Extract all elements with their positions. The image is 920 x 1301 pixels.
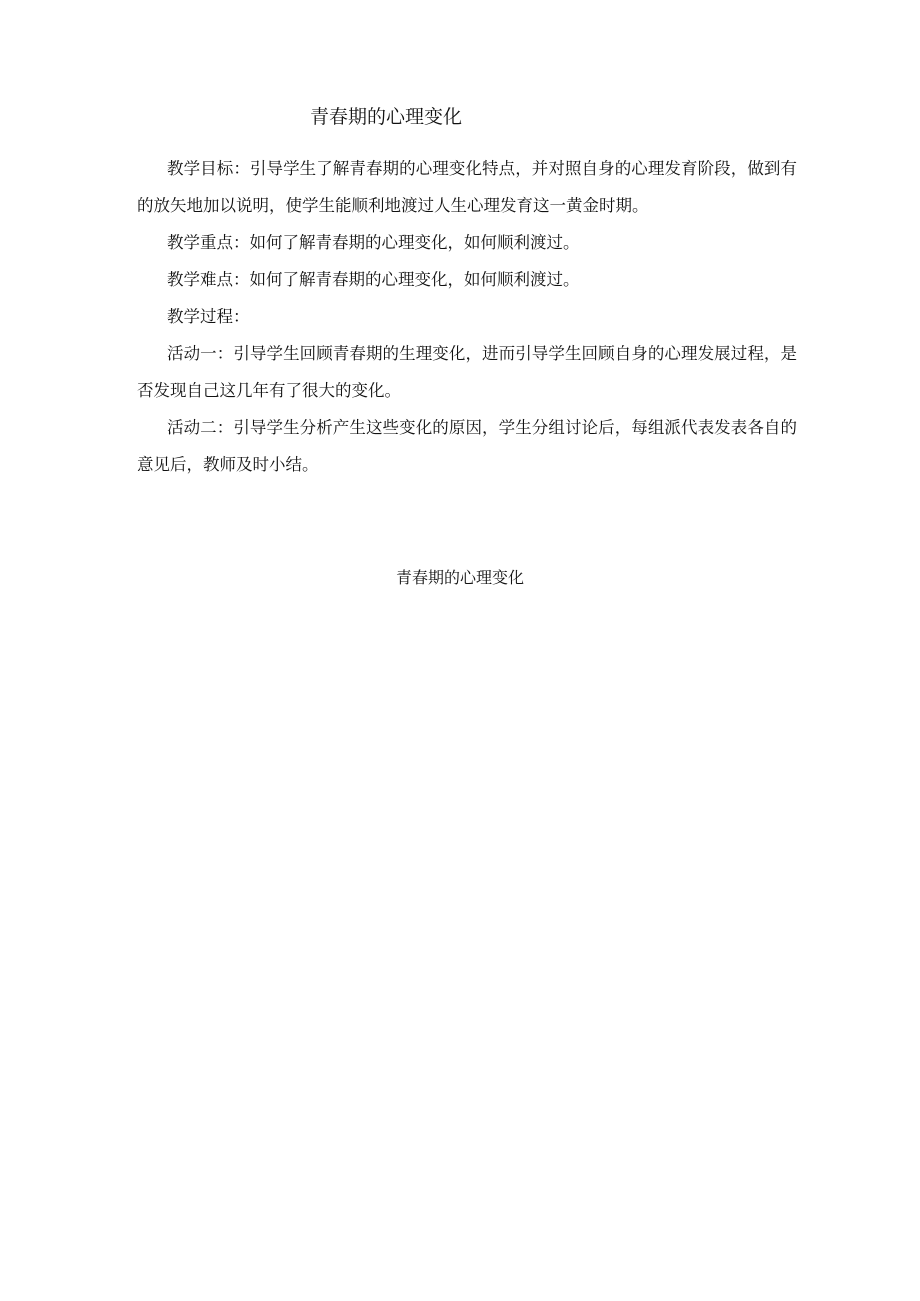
document-title: 青春期的心理变化 (310, 106, 463, 128)
paragraph-teaching-objective: 教学目标：引导学生了解青春期的心理变化特点，并对照自身的心理发育阶段，做到有的放矢地加以说明，使学生能顺利地渡过人生心理发育这一黄金时期。 (137, 159, 797, 215)
paragraph-teaching-difficulty: 教学难点：如何了解青春期的心理变化，如何顺利渡过。 (167, 270, 580, 289)
document-body (137, 150, 797, 483)
paragraph-activity-one: 活动一：引导学生回顾青春期的生理变化，进而引导学生回顾自身的心理发展过程，是否发现自己这几年有了很大的变化。 (137, 344, 797, 400)
paragraph-activity-two: 活动二：引导学生分析产生这些变化的原因，学生分组讨论后，每组派代表发表各自的意见后，教师及时小结。 (137, 418, 797, 474)
footer-title: 青春期的心理变化 (395, 568, 524, 587)
paragraph-teaching-focus: 教学重点：如何了解青春期的心理变化，如何顺利渡过。 (167, 233, 580, 252)
paragraph-teaching-process: 教学过程： (167, 307, 250, 326)
